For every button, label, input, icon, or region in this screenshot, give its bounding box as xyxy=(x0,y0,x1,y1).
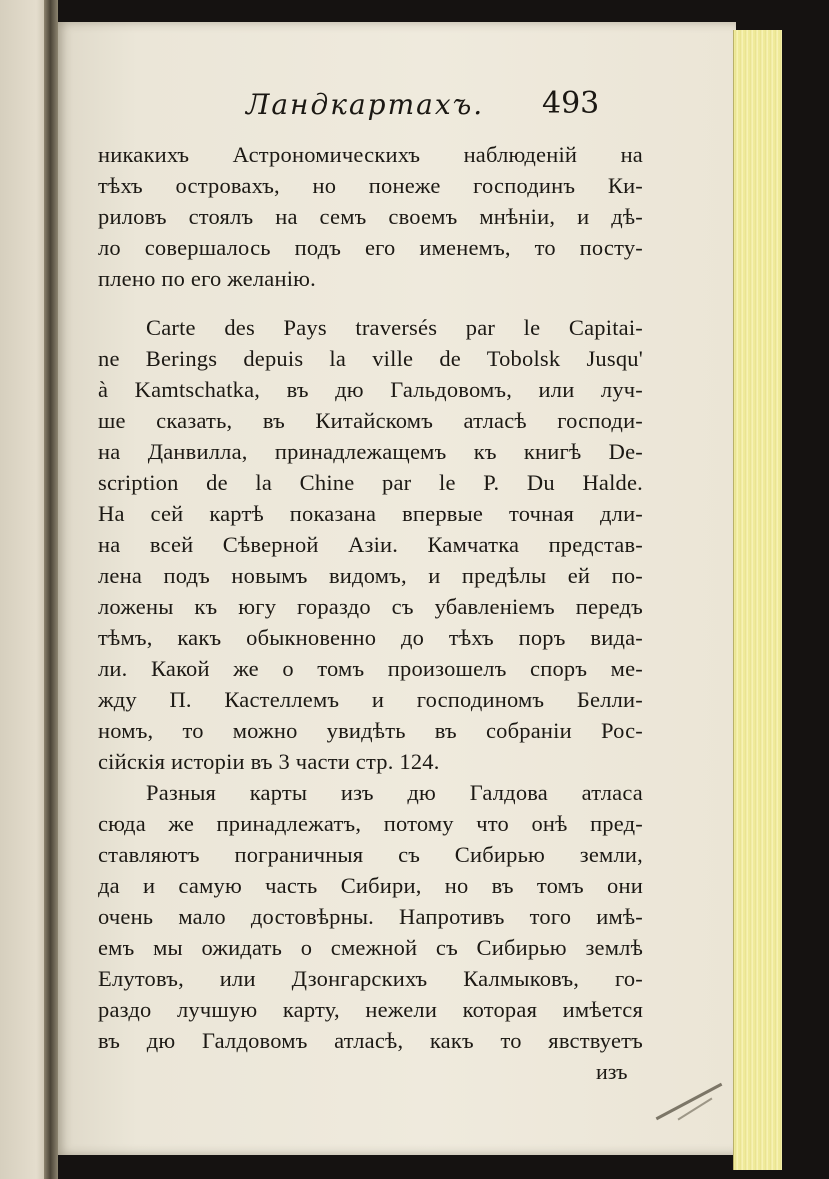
text-line: Разныя карты изъ дю Галдова атласа xyxy=(146,780,643,805)
text-line: лена подъ новымъ видомъ, и предѣлы ей по- xyxy=(98,563,643,588)
text-line: на всей Сѣверной Азіи. Камчатка представ- xyxy=(98,532,643,557)
text-line: да и самую часть Сибири, но въ томъ они xyxy=(98,873,643,898)
text-line: Елутовъ, или Дзонгарскихъ Калмыковъ, го- xyxy=(98,966,643,991)
text-line: ложены къ югу гораздо съ убавленіемъ передъ xyxy=(98,594,643,619)
text-line: тѣмъ, какъ обыкновенно до тѣхъ поръ вида- xyxy=(98,625,643,650)
text-line: сійскія исторіи въ 3 части стр. 124. xyxy=(98,749,440,774)
text-line: никакихъ Астрономическихъ наблюденій на xyxy=(98,142,643,167)
page-edges xyxy=(733,30,782,1170)
text-line: scription de la Chine par le P. Du Halde. xyxy=(98,470,643,495)
text-line: очень мало достовѣрны. Напротивъ того имѣ- xyxy=(98,904,643,929)
text-line: жду П. Кастеллемъ и господиномъ Белли- xyxy=(98,687,643,712)
text-line: Carte des Pays traversés par le Capitai- xyxy=(146,315,643,340)
body-text xyxy=(98,0,658,1179)
book-gutter xyxy=(44,0,58,1179)
text-line: На сей картѣ показана впервые точная дли- xyxy=(98,501,643,526)
text-line: на Данвилла, принадлежащемъ къ книгѣ De- xyxy=(98,439,643,464)
text-line: въ дю Галдовомъ атласѣ, какъ то явствуетъ xyxy=(98,1028,643,1053)
page-number: 493 xyxy=(542,86,600,121)
text-line: ше сказать, въ Китайскомъ атласѣ господи- xyxy=(98,408,643,433)
text-line: плено по его желанію. xyxy=(98,266,316,291)
text-line: ли. Какой же о томъ произошелъ споръ ме- xyxy=(98,656,643,681)
text-line: ло совершалось подъ его именемъ, то посту- xyxy=(98,235,643,260)
text-line: емъ мы ожидать о смежной съ Сибирью землѣ xyxy=(98,935,643,960)
text-line: ставляютъ пограничныя съ Сибирью земли, xyxy=(98,842,643,867)
text-line: тѣхъ островахъ, но понеже господинъ Ки- xyxy=(98,173,643,198)
catchword: изъ xyxy=(596,1059,628,1084)
text-line: сюда же принадлежатъ, потому что онѣ пред- xyxy=(98,811,643,836)
text-line: à Kamtschatka, въ дю Гальдовомъ, или луч- xyxy=(98,377,643,402)
text-line: ne Berings depuis la ville de Tobolsk Jusqu' xyxy=(98,346,643,371)
text-line: номъ, то можно увидѣть въ собраніи Рос- xyxy=(98,718,643,743)
text-line: риловъ стоялъ на семъ своемъ мнѣніи, и дѣ- xyxy=(98,204,643,229)
text-line: раздо лучшую карту, нежели которая имѣется xyxy=(98,997,643,1022)
running-head-title: Ландкартахъ. xyxy=(246,88,485,121)
